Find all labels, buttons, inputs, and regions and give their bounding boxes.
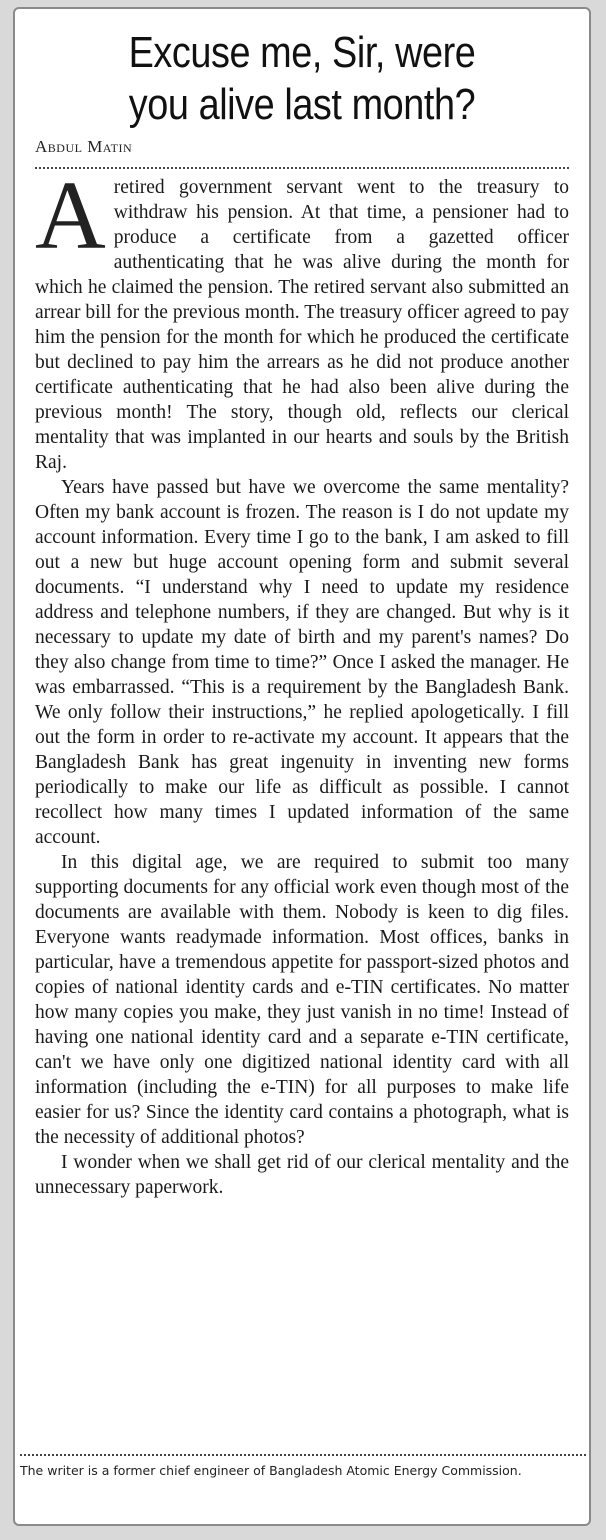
byline-divider — [35, 167, 569, 169]
article-clipping — [13, 7, 591, 1526]
paragraph-2: Years have passed but have we overcome the same mentality? Often my bank account is frozen. The reason is I do not update my account information. Every time I go to the bank, I am asked to fill out a new but huge account opening form and submit several documents. “I understand why I need to update my residence address and telephone numbers, if they are changed. But why is it necessary to update my date of birth and my parent's names? Do they also change from time to time?” Once I asked the manager. He was embarrassed. “This is a requirement by the Bangladesh Bank. We only follow their instructions,” he replied apologetically. I fill out the form in order to re-activate my account. It appears that the Bangladesh Bank has great ingenuity in inventing new forms periodically to make our life as difficult as possible. I cannot recollect how many times I updated information of the same account. — [35, 477, 569, 848]
drop-cap: A — [35, 162, 106, 270]
article-body — [35, 162, 569, 1200]
paragraph-3: In this digital age, we are required to submit too many supporting documents for any official work even though most of the documents are available with them. Nobody is keen to dig files. Everyone wants readymade information. Most offices, banks in particular, have a tremendous appetite for passport-sized photos and copies of national identity cards and e-TIN certificates. No matter how many copies you make, they just vanish in no time! Instead of having one national identity card and a separate e-TIN certificate, can't we have only one digitized national identity card with all information (including the e-TIN) for all purposes to make life easier for us? Since the identity card contains a photograph, what is the necessity of additional photos? — [35, 852, 569, 1148]
paragraph-4: I wonder when we shall get rid of our clerical mentality and the unnecessary paperwork. — [35, 1152, 569, 1198]
headline-line-2: you alive last month? — [128, 80, 476, 129]
headline-line-1: Excuse me, Sir, were — [128, 28, 476, 77]
author-footnote: The writer is a former chief engineer of Bangladesh Atomic Energy Commission. — [20, 1463, 522, 1478]
author-byline: Abdul Matin — [35, 137, 133, 156]
headline — [64, 27, 540, 131]
footer-divider — [20, 1454, 586, 1456]
paragraph-1 — [35, 162, 569, 475]
paragraph-1-text: retired government servant went to the treasury to withdraw his pension. At that time, a pensioner had to produce a certificate from a gazetted officer authenticating that he was alive during the month for which he claimed the pension. The retired servant also submitted an arrear bill for the previous month. The treasury officer agreed to pay him the pension for the month for which he produced the certificate but declined to pay him the arrears as he did not produce another certificate authenticating that he had also been alive during the previous month! The story, though old, reflects our clerical mentality that was implanted in our hearts and souls by the British Raj. — [35, 177, 569, 473]
